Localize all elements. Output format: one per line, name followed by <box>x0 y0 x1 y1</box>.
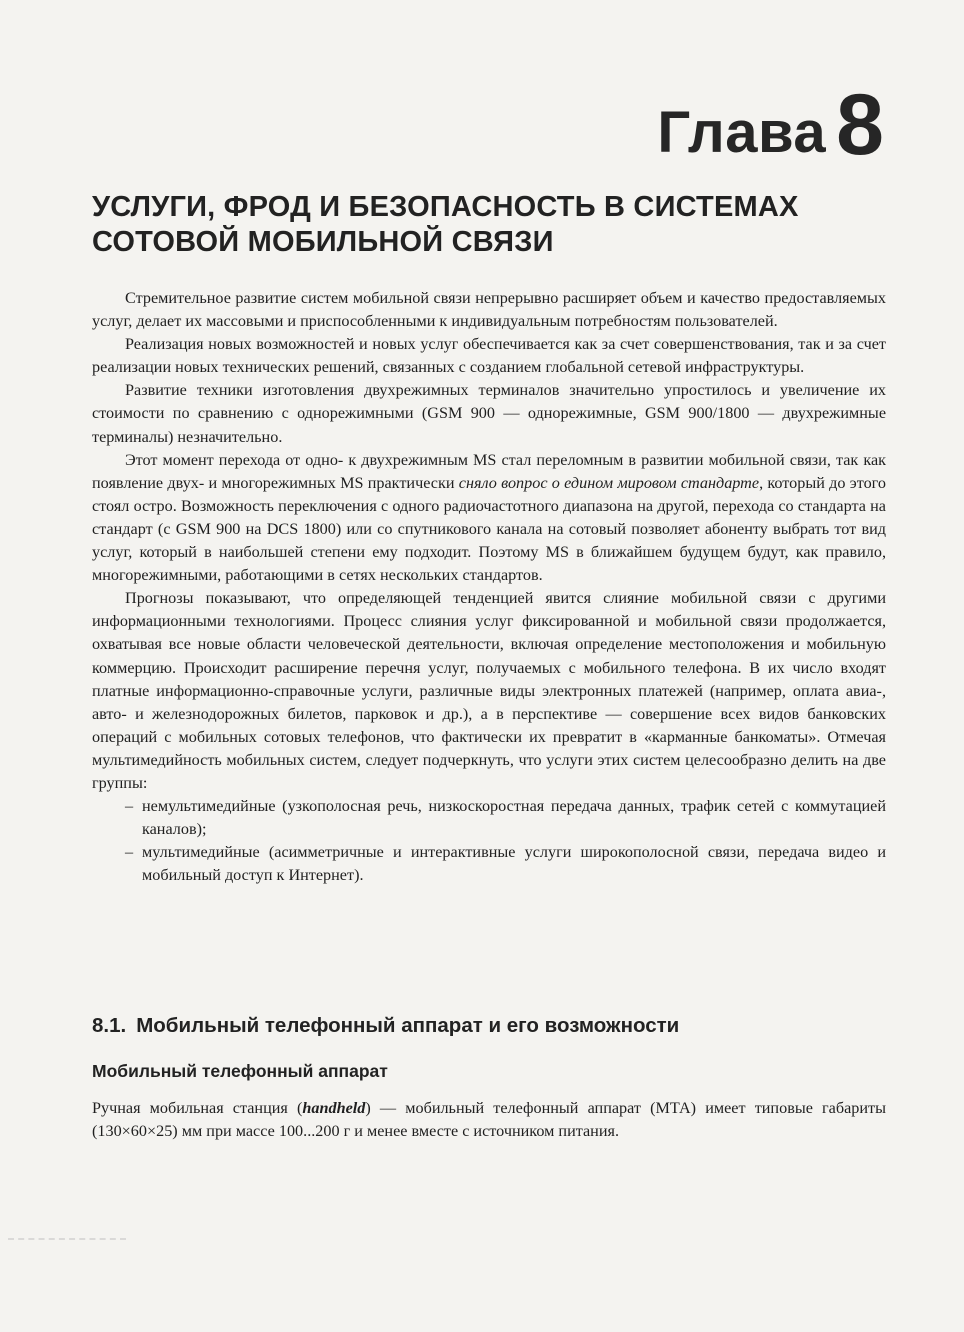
subsection-title: Мобильный телефонный аппарат <box>92 1061 388 1081</box>
final-paragraph-part-a: Ручная мобильная станция ( <box>92 1099 303 1117</box>
chapter-number: 8 <box>836 77 884 173</box>
chapter-title: УСЛУГИ, ФРОД И БЕЗОПАСНОСТЬ В СИСТЕМАХ СОТОВОЙ МОБИЛЬНОЙ СВЯЗИ <box>92 191 799 258</box>
paragraph-3: Развитие техники изготовления двухрежимных терминалов значительно упростилось и увеличение их стоимости по сравнению с однорежимными (GSM 900 — однорежимные, GSM 900/1800 — двухрежимные терминалы) незначительно. <box>92 381 886 446</box>
service-groups-list <box>92 795 886 887</box>
section-title-text: Мобильный телефонный аппарат и его возможности <box>136 1014 680 1037</box>
paragraph-5: Прогнозы показывают, что определяющей тенденцией явится слияние мобильной связи с другими информационными технологиями. Процесс слияния услуг фиксированной и мобильной связи продолжается, охватывая все новые области человеческой деятельности, включая определение местоположения и мобильную коммерцию. Происходит расширение перечня услуг, получаемых с мобильного телефона. В их число входят платные информационно-справочные услуги, различные виды электронных платежей (например, оплата авиа-, авто- и железнодорожных билетов, парковок и др.), а в перспективе — совершение всех видов банковских операций с мобильных сотовых телефонов, что фактически их превратит в «карманные банкоматы». Отмечая мультимедийность мобильных систем, следует подчеркнуть, что услуги этих систем целесообразно делить на две группы: <box>92 589 886 792</box>
paragraph-4 <box>92 449 886 588</box>
handheld-term: handheld <box>302 1099 366 1117</box>
list-item <box>92 795 886 841</box>
chapter-word: Глава <box>657 100 827 165</box>
dash-bullet: – <box>125 797 134 816</box>
final-paragraph <box>92 1097 886 1143</box>
paragraph-1: Стремительное развитие систем мобильной связи непрерывно расширяет объем и качество предоставляемых услуг, делает их массовыми и приспособленными к индивидуальным потребностям пользователей. <box>92 289 886 331</box>
paragraph-4-emphasis: сняло вопрос о едином мировом стандарте <box>458 473 760 492</box>
paragraph-4-part-b: , который до этого стоял остро. Возможность переключения с одного радиочастотного диапазона на другой, перехода со стандарта на стандарт (с GSM 900 на DCS 1800) или со спутникового канала на сотовый позволяет абоненту выбрать тот вид услуг, который в наибольшей степени ему подходит. Поэтому MS в ближайшем будущем будут, как правило, многорежимными, работающими в сетях нескольких стандартов. <box>92 473 886 585</box>
body-text <box>92 287 886 887</box>
final-body-text <box>92 1097 886 1143</box>
paragraph-4-part-a: Этот момент перехода от одно- к двухрежимным MS стал переломным в развитии мобильной связи, так как появление двух- и многорежимных MS практически <box>92 450 886 492</box>
final-paragraph-part-b: ) — мобильный телефонный аппарат (МТА) имеет типовые габариты (130×60×25) мм при массе 100...200 г и менее вместе с источником питания. <box>92 1099 886 1141</box>
section-number: 8.1. <box>92 1014 127 1037</box>
list-item <box>92 841 886 887</box>
section-title <box>92 1013 679 1039</box>
list-item-text: немультимедийные (узкополосная речь, низкоскоростная передача данных, трафик сетей с коммутацией каналов); <box>142 797 886 839</box>
dash-bullet: – <box>125 843 134 862</box>
scan-smudge <box>8 1238 126 1243</box>
list-item-text: мультимедийные (асимметричные и интерактивные услуги широкополосной связи, передача видео и мобильный доступ к Интернет). <box>142 843 886 885</box>
chapter-heading <box>657 77 884 173</box>
paragraph-2: Реализация новых возможностей и новых услуг обеспечивается как за счет совершенствования, так и за счет реализации новых технических решений, связанных с созданием глобальной сетевой инфраструктуры. <box>92 335 886 377</box>
